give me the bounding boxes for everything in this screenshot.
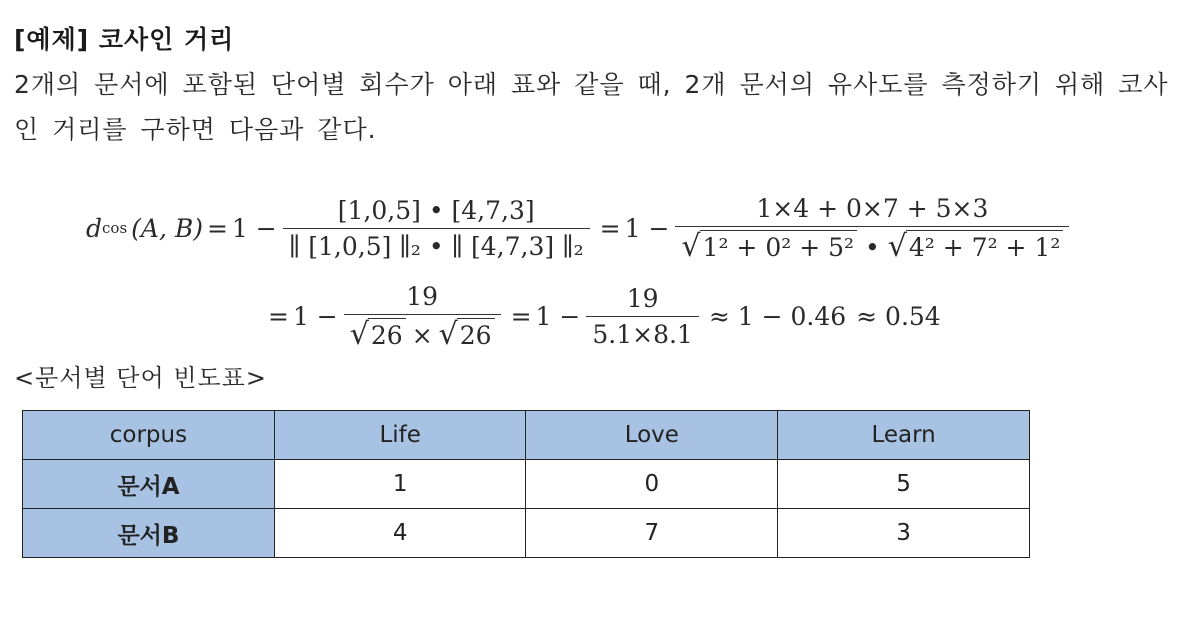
intro-paragraph: 2개의 문서에 포함된 단어별 회수가 아래 표와 같을 때, 2개 문서의 유사도를 측정하기 위해 코사인 거리를 구하면 다음과 같다. (14, 70, 1169, 144)
table-row-header: 문서A (23, 460, 275, 509)
table-header-row (23, 411, 1030, 460)
sqrt-b-content: 4² + 7² + 1² (906, 230, 1063, 262)
eq-times: × (411, 321, 433, 350)
radical-icon: √ (681, 229, 701, 264)
equation-line-1 (86, 194, 1075, 262)
table-cell: 0 (526, 460, 778, 509)
eq-approx-2: ≈ 0.54 (856, 301, 941, 331)
table-cell: 7 (526, 509, 778, 558)
eq-fraction-2-denominator (675, 226, 1069, 262)
eq-equals-3: = (268, 301, 289, 331)
eq-fraction-3 (344, 282, 501, 350)
eq-equals-2: = (599, 213, 621, 243)
radical-icon: √ (887, 229, 907, 264)
table-cell: 4 (274, 509, 526, 558)
sqrt-d-content: 26 (457, 318, 495, 350)
sqrt-sign-d (439, 318, 495, 350)
table-header-cell: Love (526, 411, 778, 460)
eq-fraction-3-numerator: 19 (406, 282, 439, 311)
eq-lhs-d: d (86, 213, 103, 243)
sqrt-sign-c (350, 318, 406, 350)
eq-one-minus-3: 1 − (292, 301, 338, 331)
radical-icon: √ (438, 317, 458, 352)
eq-fraction-3-denominator (344, 314, 501, 350)
table-row-header: 문서B (23, 509, 275, 558)
sqrt-sign-b (888, 230, 1064, 262)
table-header-cell: corpus (23, 411, 275, 460)
eq-one-minus-2: 1 − (624, 213, 670, 243)
radical-icon: √ (349, 317, 369, 352)
sqrt-a-content: 1² + 0² + 5² (700, 230, 857, 262)
table-cell: 1 (274, 460, 526, 509)
table-row (23, 509, 1030, 558)
equation-line-2 (268, 282, 941, 350)
eq-fraction-1-numerator: [1,0,5] • [4,7,3] (337, 195, 535, 225)
table-cell: 5 (778, 460, 1030, 509)
eq-fraction-4-denominator: 5.1×8.1 (586, 316, 698, 349)
word-frequency-table (22, 410, 1030, 558)
eq-fraction-2-numerator: 1×4 + 0×7 + 5×3 (756, 194, 989, 223)
page-title: [예제] 코사인 거리 (14, 25, 235, 54)
eq-approx-1: ≈ 1 − 0.46 (708, 301, 847, 331)
eq-lhs-args: (A, B) (131, 213, 203, 243)
eq-fraction-1 (283, 196, 590, 261)
table-row (23, 460, 1030, 509)
eq-fraction-4 (586, 284, 698, 349)
eq-fraction-1-denominator: ∥ [1,0,5] ∥₂ • ∥ [4,7,3] ∥₂ (283, 228, 590, 261)
table-caption: <문서별 단어 빈도표> (14, 364, 267, 392)
eq-fraction-4-numerator: 19 (626, 283, 659, 313)
eq-dot: • (865, 233, 880, 262)
table-cell: 3 (778, 509, 1030, 558)
eq-one-minus-1: 1 − (231, 213, 277, 243)
eq-one-minus-4: 1 − (535, 301, 581, 331)
eq-fraction-2 (675, 194, 1069, 262)
sqrt-c-content: 26 (368, 318, 406, 350)
table-header-cell: Learn (778, 411, 1030, 460)
table-header-cell: Life (274, 411, 526, 460)
eq-equals-1: = (206, 213, 228, 243)
sqrt-sign-a (681, 230, 857, 262)
eq-equals-4: = (510, 301, 532, 331)
eq-lhs-sub: cos (102, 219, 128, 237)
